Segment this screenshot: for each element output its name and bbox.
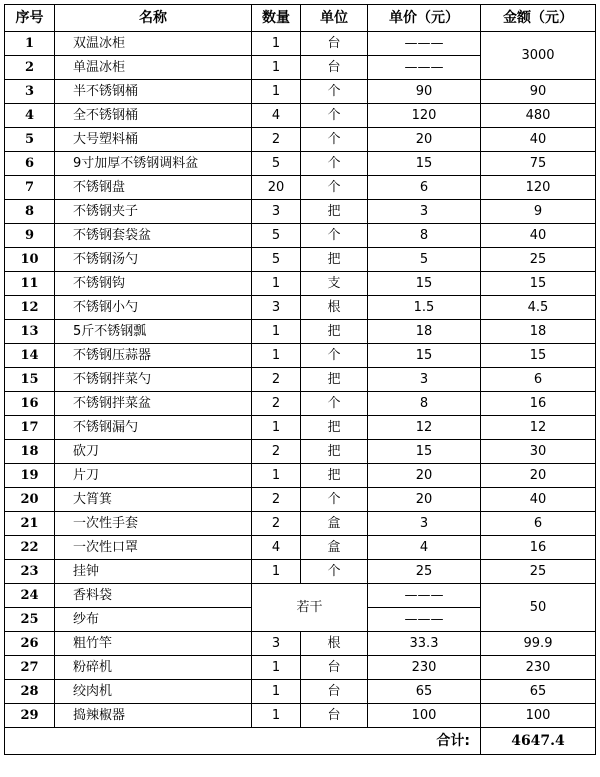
row-amount: 9 — [481, 200, 596, 224]
row-amount: 12 — [481, 416, 596, 440]
total-row — [5, 728, 596, 755]
row-price: ——— — [368, 32, 481, 56]
row-unit: 个 — [301, 104, 368, 128]
row-name: 香料袋 — [55, 584, 252, 608]
equipment-cost-table — [4, 4, 596, 755]
row-unit: 个 — [301, 224, 368, 248]
row-price: 15 — [368, 344, 481, 368]
row-price: 20 — [368, 128, 481, 152]
row-name: 5斤不锈钢瓢 — [55, 320, 252, 344]
row-price: 12 — [368, 416, 481, 440]
row-qty: 2 — [252, 488, 301, 512]
table-row — [5, 704, 596, 728]
row-amount: 30 — [481, 440, 596, 464]
row-qty: 2 — [252, 440, 301, 464]
row-qty: 4 — [252, 104, 301, 128]
row-price: 65 — [368, 680, 481, 704]
row-unit: 把 — [301, 464, 368, 488]
row-amount: 25 — [481, 248, 596, 272]
row-name: 不锈钢拌菜勺 — [55, 368, 252, 392]
row-amount: 40 — [481, 224, 596, 248]
row-qty: 5 — [252, 224, 301, 248]
table-row — [5, 248, 596, 272]
table-row — [5, 104, 596, 128]
table-row — [5, 368, 596, 392]
row-price: 6 — [368, 176, 481, 200]
row-price: 3 — [368, 368, 481, 392]
row-name: 一次性手套 — [55, 512, 252, 536]
table-row — [5, 656, 596, 680]
row-qty: 3 — [252, 200, 301, 224]
table-row — [5, 128, 596, 152]
row-seq: 23 — [5, 560, 55, 584]
row-unit: 盒 — [301, 512, 368, 536]
table-row — [5, 416, 596, 440]
row-amount: 25 — [481, 560, 596, 584]
row-qty: 1 — [252, 56, 301, 80]
row-name: 纱布 — [55, 608, 252, 632]
row-qty: 1 — [252, 80, 301, 104]
row-qty: 1 — [252, 416, 301, 440]
row-name: 捣辣椒器 — [55, 704, 252, 728]
row-name: 绞肉机 — [55, 680, 252, 704]
row-unit: 把 — [301, 368, 368, 392]
table-header-row — [5, 5, 596, 32]
row-unit: 台 — [301, 704, 368, 728]
row-seq: 20 — [5, 488, 55, 512]
row-amount: 90 — [481, 80, 596, 104]
row-seq: 24 — [5, 584, 55, 608]
row-name: 不锈钢小勺 — [55, 296, 252, 320]
row-price: 90 — [368, 80, 481, 104]
row-name: 大号塑料桶 — [55, 128, 252, 152]
row-unit: 台 — [301, 680, 368, 704]
row-amount: 100 — [481, 704, 596, 728]
row-qty: 5 — [252, 152, 301, 176]
table-row — [5, 584, 596, 608]
row-price: 8 — [368, 224, 481, 248]
row-qty: 2 — [252, 368, 301, 392]
row-qty: 1 — [252, 680, 301, 704]
header-amount: 金额（元） — [481, 5, 596, 32]
row-unit: 把 — [301, 416, 368, 440]
row-seq: 25 — [5, 608, 55, 632]
row-amount: 65 — [481, 680, 596, 704]
table-row — [5, 440, 596, 464]
row-qty: 1 — [252, 344, 301, 368]
row-amount-merged: 3000 — [481, 32, 596, 80]
row-seq: 22 — [5, 536, 55, 560]
row-name: 不锈钢汤勺 — [55, 248, 252, 272]
row-seq: 15 — [5, 368, 55, 392]
row-name: 挂钟 — [55, 560, 252, 584]
row-seq: 27 — [5, 656, 55, 680]
row-amount: 15 — [481, 272, 596, 296]
row-name: 不锈钢套袋盆 — [55, 224, 252, 248]
row-unit: 把 — [301, 440, 368, 464]
row-unit: 个 — [301, 80, 368, 104]
table-row — [5, 632, 596, 656]
row-amount: 75 — [481, 152, 596, 176]
row-amount: 40 — [481, 488, 596, 512]
row-qty: 1 — [252, 704, 301, 728]
row-name: 大筲箕 — [55, 488, 252, 512]
table-row — [5, 680, 596, 704]
row-unit: 台 — [301, 656, 368, 680]
row-price: 230 — [368, 656, 481, 680]
row-qty: 20 — [252, 176, 301, 200]
row-price: 5 — [368, 248, 481, 272]
row-price: 20 — [368, 464, 481, 488]
row-amount: 6 — [481, 368, 596, 392]
row-seq: 7 — [5, 176, 55, 200]
row-unit: 把 — [301, 200, 368, 224]
row-price: 1.5 — [368, 296, 481, 320]
row-price: 4 — [368, 536, 481, 560]
row-name: 全不锈钢桶 — [55, 104, 252, 128]
row-unit: 个 — [301, 152, 368, 176]
row-amount: 16 — [481, 392, 596, 416]
row-name: 不锈钢压蒜器 — [55, 344, 252, 368]
row-unit: 把 — [301, 248, 368, 272]
row-seq: 1 — [5, 32, 55, 56]
row-price: ——— — [368, 584, 481, 608]
row-name: 不锈钢拌菜盆 — [55, 392, 252, 416]
row-seq: 10 — [5, 248, 55, 272]
table-row — [5, 344, 596, 368]
row-name: 不锈钢盘 — [55, 176, 252, 200]
row-price: 8 — [368, 392, 481, 416]
table-row — [5, 296, 596, 320]
row-amount: 99.9 — [481, 632, 596, 656]
row-amount: 480 — [481, 104, 596, 128]
table-row — [5, 224, 596, 248]
row-price: 120 — [368, 104, 481, 128]
row-name: 不锈钢钩 — [55, 272, 252, 296]
row-price: 3 — [368, 200, 481, 224]
row-seq: 18 — [5, 440, 55, 464]
row-unit: 个 — [301, 488, 368, 512]
row-price: ——— — [368, 608, 481, 632]
row-qty: 3 — [252, 632, 301, 656]
row-name: 半不锈钢桶 — [55, 80, 252, 104]
row-amount: 230 — [481, 656, 596, 680]
row-name: 双温冰柜 — [55, 32, 252, 56]
table-row — [5, 392, 596, 416]
row-qty: 1 — [252, 560, 301, 584]
header-seq: 序号 — [5, 5, 55, 32]
header-price: 单价（元） — [368, 5, 481, 32]
row-seq: 3 — [5, 80, 55, 104]
row-unit: 个 — [301, 392, 368, 416]
row-seq: 16 — [5, 392, 55, 416]
table-row — [5, 152, 596, 176]
row-name: 片刀 — [55, 464, 252, 488]
row-name: 粗竹竿 — [55, 632, 252, 656]
table-row — [5, 80, 596, 104]
row-price: 3 — [368, 512, 481, 536]
row-seq: 12 — [5, 296, 55, 320]
row-seq: 11 — [5, 272, 55, 296]
row-unit: 把 — [301, 320, 368, 344]
row-qty: 1 — [252, 32, 301, 56]
row-seq: 5 — [5, 128, 55, 152]
row-amount: 20 — [481, 464, 596, 488]
row-qty: 5 — [252, 248, 301, 272]
row-unit: 台 — [301, 56, 368, 80]
row-unit: 个 — [301, 344, 368, 368]
row-unit: 盒 — [301, 536, 368, 560]
row-seq: 13 — [5, 320, 55, 344]
row-price: 18 — [368, 320, 481, 344]
row-seq: 26 — [5, 632, 55, 656]
row-qty: 1 — [252, 464, 301, 488]
row-price: 15 — [368, 272, 481, 296]
row-qty: 1 — [252, 656, 301, 680]
row-qty: 2 — [252, 128, 301, 152]
row-seq: 21 — [5, 512, 55, 536]
table-row — [5, 176, 596, 200]
row-qty: 2 — [252, 392, 301, 416]
row-name: 砍刀 — [55, 440, 252, 464]
table-row — [5, 560, 596, 584]
row-amount: 6 — [481, 512, 596, 536]
row-name: 不锈钢漏勺 — [55, 416, 252, 440]
row-amount-merged: 50 — [481, 584, 596, 632]
row-price: 15 — [368, 152, 481, 176]
header-name: 名称 — [55, 5, 252, 32]
row-seq: 29 — [5, 704, 55, 728]
row-unit: 根 — [301, 632, 368, 656]
row-price: ——— — [368, 56, 481, 80]
row-seq: 19 — [5, 464, 55, 488]
row-amount: 18 — [481, 320, 596, 344]
table-row — [5, 488, 596, 512]
table-row — [5, 464, 596, 488]
row-amount: 4.5 — [481, 296, 596, 320]
row-seq: 2 — [5, 56, 55, 80]
row-price: 100 — [368, 704, 481, 728]
table-row — [5, 512, 596, 536]
row-unit: 个 — [301, 128, 368, 152]
table-row — [5, 32, 596, 56]
header-qty: 数量 — [252, 5, 301, 32]
row-seq: 28 — [5, 680, 55, 704]
row-name: 粉碎机 — [55, 656, 252, 680]
row-seq: 14 — [5, 344, 55, 368]
total-value: 4647.4 — [481, 728, 596, 755]
header-unit: 单位 — [301, 5, 368, 32]
table-row — [5, 536, 596, 560]
table-row — [5, 320, 596, 344]
row-unit: 个 — [301, 560, 368, 584]
row-qty: 3 — [252, 296, 301, 320]
table-row — [5, 272, 596, 296]
table-body — [5, 32, 596, 728]
row-price: 25 — [368, 560, 481, 584]
row-unit: 台 — [301, 32, 368, 56]
row-seq: 6 — [5, 152, 55, 176]
row-price: 15 — [368, 440, 481, 464]
row-unit: 个 — [301, 176, 368, 200]
row-amount: 40 — [481, 128, 596, 152]
row-name: 不锈钢夹子 — [55, 200, 252, 224]
row-seq: 8 — [5, 200, 55, 224]
row-seq: 17 — [5, 416, 55, 440]
row-price: 33.3 — [368, 632, 481, 656]
row-seq: 4 — [5, 104, 55, 128]
row-qty: 1 — [252, 272, 301, 296]
row-qty: 4 — [252, 536, 301, 560]
row-amount: 15 — [481, 344, 596, 368]
row-amount: 16 — [481, 536, 596, 560]
row-qty: 1 — [252, 320, 301, 344]
table-row — [5, 200, 596, 224]
row-name: 一次性口罩 — [55, 536, 252, 560]
row-unit: 根 — [301, 296, 368, 320]
row-unit: 支 — [301, 272, 368, 296]
total-label: 合计: — [5, 728, 481, 755]
row-qty-unit-merged: 若干 — [252, 584, 368, 632]
row-name: 单温冰柜 — [55, 56, 252, 80]
row-name: 9寸加厚不锈钢调料盆 — [55, 152, 252, 176]
row-qty: 2 — [252, 512, 301, 536]
row-seq: 9 — [5, 224, 55, 248]
row-amount: 120 — [481, 176, 596, 200]
row-price: 20 — [368, 488, 481, 512]
